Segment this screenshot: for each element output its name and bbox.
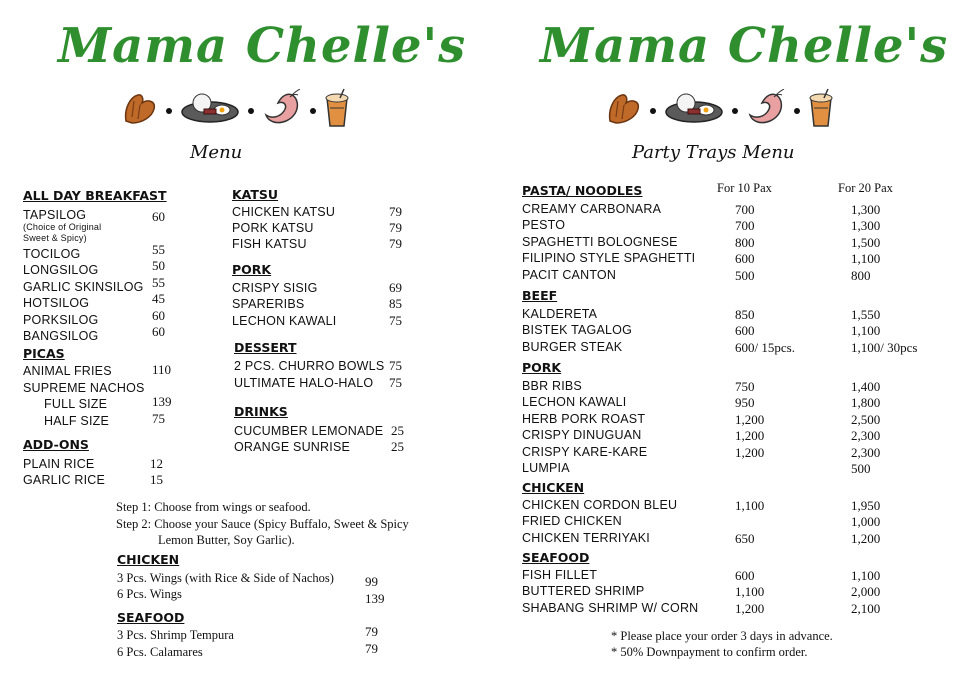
price-20: 1,100/ 30pcs (851, 340, 918, 355)
silog-plate-icon (180, 92, 240, 129)
tray-item: PACIT CANTON (522, 268, 617, 282)
menu-item: 3 Pcs. Shrimp Tempura (117, 628, 234, 642)
menu-item: TAPSILOG (23, 208, 87, 222)
section-heading-wings-chicken: CHICKEN (117, 552, 180, 567)
tray-item: FRIED CHICKEN (522, 514, 622, 528)
menu-item: SUPREME NACHOS (23, 381, 145, 395)
section-heading-pasta: PASTA/ NOODLES (522, 183, 643, 198)
menu-price: 12 (150, 456, 163, 471)
menu-price: 45 (152, 291, 165, 306)
separator-dot (650, 108, 656, 114)
price-10: 750 (735, 379, 755, 394)
brand-logo-right: Mama Chelle's (540, 18, 949, 74)
section-heading-katsu: KATSU (232, 187, 279, 202)
price-20: 1,400 (851, 379, 881, 394)
menu-item: CUCUMBER LEMONADE (234, 424, 384, 438)
price-10: 1,200 (735, 601, 765, 616)
menu-item: 2 PCS. CHURRO BOWLS (234, 359, 385, 373)
menu-price: 79 (365, 624, 378, 639)
section-heading-breakfast: ALL DAY BREAKFAST (23, 188, 167, 203)
menu-price: 139 (152, 394, 172, 409)
column-header-10-pax: For 10 Pax (717, 181, 772, 195)
menu-price: 110 (152, 362, 172, 377)
section-heading-beef: BEEF (522, 288, 558, 303)
drink-cup-icon (324, 88, 350, 133)
menu-item: PORK KATSU (232, 221, 314, 235)
menu-price: 25 (391, 423, 404, 438)
price-20: 2,300 (851, 428, 881, 443)
menu-price: 85 (389, 296, 402, 311)
menu-price: 79 (389, 220, 402, 235)
menu-price: 69 (389, 280, 402, 295)
menu-item: PLAIN RICE (23, 457, 95, 471)
menu-item: CHICKEN KATSU (232, 205, 336, 219)
price-20: 1,550 (851, 307, 881, 322)
menu-price: 60 (152, 209, 165, 224)
price-20: 2,000 (851, 584, 881, 599)
menu-item: SPARERIBS (232, 297, 305, 311)
tray-item: SHABANG SHRIMP W/ CORN (522, 601, 699, 615)
section-heading-pork: PORK (232, 262, 272, 277)
menu-price: 75 (152, 411, 165, 426)
tray-item: FISH FILLET (522, 568, 598, 582)
section-heading-wings-seafood: SEAFOOD (117, 610, 185, 625)
order-note-advance: * Please place your order 3 days in advance. (611, 629, 833, 643)
separator-dot (794, 108, 800, 114)
chicken-wing-icon (122, 91, 158, 130)
menu-item: HALF SIZE (44, 414, 110, 428)
menu-item: CRISPY SISIG (232, 281, 318, 295)
section-heading-picas: PICAS (23, 346, 65, 361)
price-10: 950 (735, 395, 755, 410)
menu-price: 79 (389, 204, 402, 219)
menu-item-note: Sweet & Spicy) (23, 233, 87, 243)
price-10: 800 (735, 235, 755, 250)
separator-dot (310, 108, 316, 114)
step-1-text: Step 1: Choose from wings or seafood. (116, 500, 311, 514)
price-20: 1,100 (851, 251, 881, 266)
silog-plate-icon (664, 92, 724, 129)
menu-item-note: (Choice of Original (23, 222, 102, 232)
menu-price: 55 (152, 275, 165, 290)
price-10: 500 (735, 268, 755, 283)
price-20: 1,950 (851, 498, 881, 513)
menu-price: 75 (389, 313, 402, 328)
menu-item: ORANGE SUNRISE (234, 440, 351, 454)
shrimp-icon (746, 89, 786, 132)
tray-item: CRISPY DINUGUAN (522, 428, 642, 442)
price-10: 1,200 (735, 412, 765, 427)
shrimp-icon (262, 89, 302, 132)
price-10: 600/ 15pcs. (735, 340, 795, 355)
party-trays-subtitle: Party Trays Menu (632, 142, 795, 163)
menu-price: 55 (152, 242, 165, 257)
price-20: 1,300 (851, 218, 881, 233)
price-20: 1,100 (851, 568, 881, 583)
price-10: 1,200 (735, 428, 765, 443)
tray-item: HERB PORK ROAST (522, 412, 646, 426)
menu-item: FULL SIZE (44, 397, 108, 411)
menu-price: 25 (391, 439, 404, 454)
separator-dot (248, 108, 254, 114)
price-20: 1,800 (851, 395, 881, 410)
section-heading-chicken-trays: CHICKEN (522, 480, 585, 495)
section-heading-pork-trays: PORK (522, 360, 562, 375)
menu-item: ULTIMATE HALO-HALO (234, 376, 374, 390)
step-2-text: Step 2: Choose your Sauce (Spicy Buffalo, Sweet & Spicy (116, 517, 409, 531)
price-20: 800 (851, 268, 871, 283)
price-20: 1,300 (851, 202, 881, 217)
price-20: 2,300 (851, 445, 881, 460)
menu-item: LECHON KAWALI (232, 314, 337, 328)
tray-item: PESTO (522, 218, 566, 232)
menu-price: 139 (365, 591, 385, 606)
menu-price: 15 (150, 472, 163, 487)
price-10: 600 (735, 568, 755, 583)
tray-item: SPAGHETTI BOLOGNESE (522, 235, 678, 249)
icon-row-left (122, 88, 350, 133)
price-10: 1,200 (735, 445, 765, 460)
menu-item: PORKSILOG (23, 313, 99, 327)
price-10: 600 (735, 251, 755, 266)
price-20: 1,000 (851, 514, 881, 529)
tray-item: FILIPINO STYLE SPAGHETTI (522, 251, 696, 265)
menu-item: HOTSILOG (23, 296, 90, 310)
tray-item: CHICKEN TERRIYAKI (522, 531, 650, 545)
menu-item: BANGSILOG (23, 329, 99, 343)
menu-item: ANIMAL FRIES (23, 364, 112, 378)
tray-item: BISTEK TAGALOG (522, 323, 633, 337)
tray-item: CHICKEN CORDON BLEU (522, 498, 678, 512)
menu-item: FISH KATSU (232, 237, 307, 251)
price-20: 2,100 (851, 601, 881, 616)
section-heading-seafood-trays: SEAFOOD (522, 550, 590, 565)
menu-price: 75 (389, 375, 402, 390)
section-heading-dessert: DESSERT (234, 340, 297, 355)
price-10: 650 (735, 531, 755, 546)
separator-dot (166, 108, 172, 114)
menu-item: 6 Pcs. Calamares (117, 645, 203, 659)
price-20: 2,500 (851, 412, 881, 427)
price-10: 600 (735, 323, 755, 338)
icon-row-right (606, 88, 834, 133)
column-header-20-pax: For 20 Pax (838, 181, 893, 195)
tray-item: BURGER STEAK (522, 340, 623, 354)
menu-price: 79 (365, 641, 378, 656)
menu-subtitle: Menu (190, 142, 243, 163)
tray-item: KALDERETA (522, 307, 598, 321)
price-20: 1,200 (851, 531, 881, 546)
price-20: 500 (851, 461, 871, 476)
menu-item: GARLIC SKINSILOG (23, 280, 144, 294)
price-20: 1,500 (851, 235, 881, 250)
price-20: 1,100 (851, 323, 881, 338)
menu-price: 60 (152, 324, 165, 339)
price-10: 1,100 (735, 584, 765, 599)
drink-cup-icon (808, 88, 834, 133)
tray-item: LECHON KAWALI (522, 395, 627, 409)
brand-logo-left: Mama Chelle's (58, 18, 467, 74)
price-10: 700 (735, 202, 755, 217)
menu-price: 50 (152, 258, 165, 273)
price-10: 1,100 (735, 498, 765, 513)
separator-dot (732, 108, 738, 114)
order-note-downpayment: * 50% Downpayment to confirm order. (611, 645, 808, 659)
menu-item: GARLIC RICE (23, 473, 106, 487)
menu-price: 99 (365, 574, 378, 589)
menu-item: 6 Pcs. Wings (117, 587, 182, 601)
menu-item: LONGSILOG (23, 263, 99, 277)
menu-price: 79 (389, 236, 402, 251)
price-10: 850 (735, 307, 755, 322)
tray-item: LUMPIA (522, 461, 570, 475)
menu-item: TOCILOG (23, 247, 81, 261)
tray-item: CRISPY KARE-KARE (522, 445, 648, 459)
chicken-wing-icon (606, 91, 642, 130)
tray-item: BBR RIBS (522, 379, 582, 393)
section-heading-addons: ADD-ONS (23, 437, 89, 452)
menu-price: 60 (152, 308, 165, 323)
step-2-sauces: Lemon Butter, Soy Garlic). (158, 533, 295, 547)
tray-item: BUTTERED SHRIMP (522, 584, 645, 598)
price-10: 700 (735, 218, 755, 233)
tray-item: CREAMY CARBONARA (522, 202, 662, 216)
menu-item: 3 Pcs. Wings (with Rice & Side of Nachos) (117, 571, 334, 585)
menu-price: 75 (389, 358, 402, 373)
section-heading-drinks: DRINKS (234, 404, 288, 419)
